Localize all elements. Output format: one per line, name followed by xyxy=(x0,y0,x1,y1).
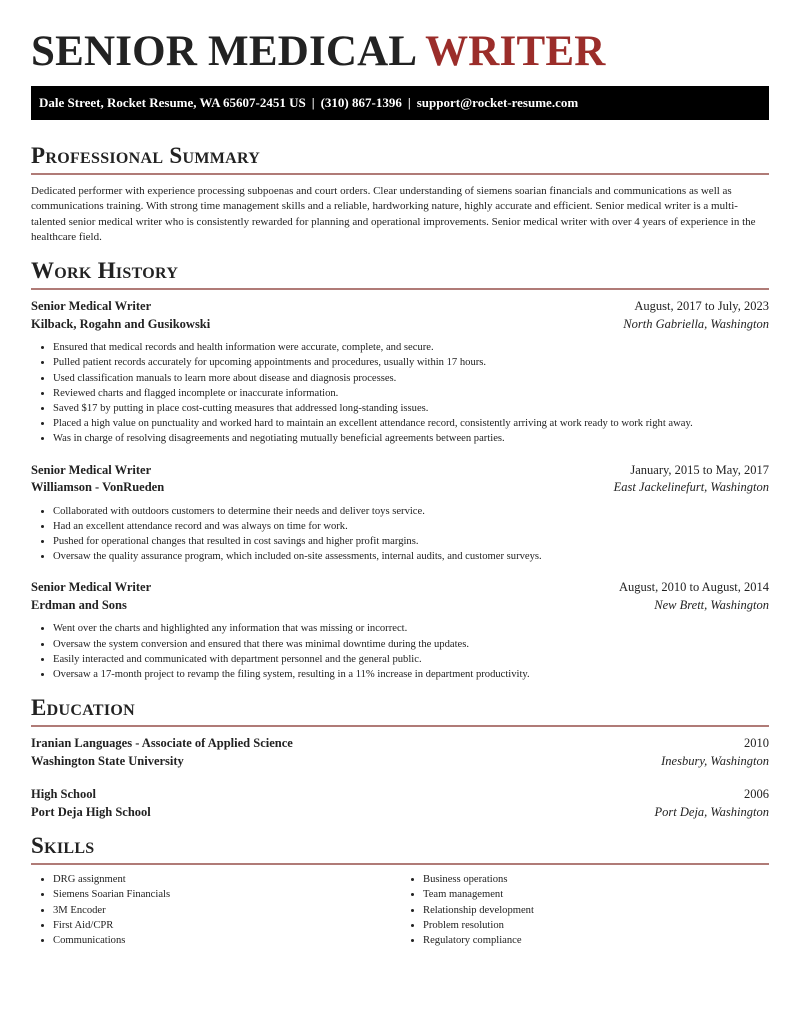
education-entry xyxy=(31,735,769,770)
skill-item: • Team management xyxy=(423,887,769,902)
job-bullets xyxy=(31,621,769,682)
education-degree: Iranian Languages - Associate of Applied Science xyxy=(31,736,293,751)
skill-item: • First Aid/CPR xyxy=(53,918,399,933)
work-history-heading: Work History xyxy=(31,258,769,290)
skill-item: • Business operations xyxy=(423,872,769,887)
skills-section xyxy=(31,833,769,948)
job-bullet: • Collaborated with outdoors customers to determine their needs and deliver toys service. xyxy=(53,504,769,519)
skills-right-column xyxy=(399,872,769,948)
education-school-row xyxy=(31,753,769,771)
job-entry xyxy=(31,462,769,565)
title-accent: WRITER xyxy=(425,28,606,75)
skills-heading: Skills xyxy=(31,833,769,865)
summary-text: Dedicated performer with experience processing subpoenas and court orders. Clear understanding of siemens soarian financials and communications as well as communications training. With strong time management skills and a reliable, hardworking nature, highly accurate and efficient. Senior medical writer is a multi-talented senior medical writer who is consistently rewarded for planning and operational improvements. Senior medical writer with over 4 years of experience in the healthcare field. xyxy=(31,185,756,243)
contact-separator: | xyxy=(407,95,411,110)
job-dates: August, 2010 to August, 2014 xyxy=(618,580,769,595)
job-entry xyxy=(31,298,769,446)
job-bullet: • Went over the charts and highlighted any information that was missing or incorrect. xyxy=(53,621,769,636)
job-title-row xyxy=(31,462,769,480)
job-bullet: • Oversaw a 17-month project to revamp the filing system, resulting in a 11% increase in department productivity. xyxy=(53,667,769,682)
job-bullet: • Placed a high value on punctuality and worked hard to maintain an excellent attendance record, consistently arriving at work ready to work right away. xyxy=(53,416,769,431)
skill-item: • Relationship development xyxy=(423,903,769,918)
job-bullet: • Had an excellent attendance record and was always on time for work. xyxy=(53,519,769,534)
job-company: Williamson - VonRueden xyxy=(31,480,165,495)
job-title-row xyxy=(31,579,769,597)
resume-title xyxy=(31,0,769,74)
job-dates: January, 2015 to May, 2017 xyxy=(630,462,769,477)
education-entry xyxy=(31,786,769,821)
job-company-row xyxy=(31,597,769,615)
summary-section xyxy=(31,143,769,245)
education-heading: Education xyxy=(31,695,769,727)
contact-address: Dale Street, Rocket Resume, WA 65607-2451 US xyxy=(39,95,306,110)
job-bullet: • Reviewed charts and flagged incomplete or inaccurate information. xyxy=(53,386,769,401)
job-location: East Jackelinefurt, Washington xyxy=(613,480,769,495)
skill-item: • Regulatory compliance xyxy=(423,933,769,948)
skills-columns xyxy=(31,872,769,948)
contact-separator: | xyxy=(311,95,315,110)
job-bullet: • Easily interacted and communicated with department personnel and the general public. xyxy=(53,652,769,667)
job-company-row xyxy=(31,316,769,334)
job-bullets xyxy=(31,340,769,446)
title-main: SENIOR MEDICAL xyxy=(31,28,415,75)
education-school-row xyxy=(31,804,769,822)
job-company-row xyxy=(31,479,769,497)
skills-left-column xyxy=(31,872,399,948)
skill-item: • DRG assignment xyxy=(53,872,399,887)
education-degree: High School xyxy=(31,787,96,802)
contact-bar xyxy=(31,86,769,120)
job-bullet: • Oversaw the system conversion and ensured that there was minimal downtime during the updates. xyxy=(53,637,769,652)
job-title: Senior Medical Writer xyxy=(31,580,152,595)
education-degree-row xyxy=(31,735,769,753)
skill-item: • Siemens Soarian Financials xyxy=(53,887,399,902)
skill-item: • 3M Encoder xyxy=(53,903,399,918)
education-location: Inesbury, Washington xyxy=(661,753,769,768)
education-school: Washington State University xyxy=(31,753,184,768)
contact-phone: (310) 867-1396 xyxy=(320,95,402,110)
job-title: Senior Medical Writer xyxy=(31,462,152,477)
job-bullets xyxy=(31,504,769,565)
job-company: Erdman and Sons xyxy=(31,597,127,612)
summary-heading: Professional Summary xyxy=(31,143,769,175)
job-bullet: • Pushed for operational changes that resulted in cost savings and higher profit margins. xyxy=(53,534,769,549)
education-year: 2010 xyxy=(744,736,769,751)
education-year: 2006 xyxy=(744,787,769,802)
job-title: Senior Medical Writer xyxy=(31,299,152,314)
job-title-row xyxy=(31,298,769,316)
job-bullet: • Was in charge of resolving disagreements and negotiating mutually beneficial agreements between parties. xyxy=(53,431,769,446)
job-bullet: • Ensured that medical records and health information were accurate, complete, and secure. xyxy=(53,340,769,355)
job-company: Kilback, Rogahn and Gusikowski xyxy=(31,316,211,331)
job-bullet: • Used classification manuals to learn more about disease and diagnosis processes. xyxy=(53,371,769,386)
education-section xyxy=(31,695,769,821)
education-location: Port Deja, Washington xyxy=(654,804,769,819)
contact-email: support@rocket-resume.com xyxy=(416,95,579,110)
skill-item: • Communications xyxy=(53,933,399,948)
job-location: North Gabriella, Washington xyxy=(623,316,769,331)
education-school: Port Deja High School xyxy=(31,804,151,819)
job-location: New Brett, Washington xyxy=(654,597,769,612)
job-bullet: • Oversaw the quality assurance program, which included on-site assessments, internal audits, and customer surveys. xyxy=(53,549,769,564)
education-degree-row xyxy=(31,786,769,804)
work-history-section xyxy=(31,258,769,682)
job-dates: August, 2017 to July, 2023 xyxy=(634,299,769,314)
job-entry xyxy=(31,579,769,682)
job-bullet: • Saved $17 by putting in place cost-cutting measures that addressed long-standing issues. xyxy=(53,401,769,416)
skill-item: • Problem resolution xyxy=(423,918,769,933)
job-bullet: • Pulled patient records accurately for upcoming appointments and procedures, usually within 17 hours. xyxy=(53,355,769,370)
